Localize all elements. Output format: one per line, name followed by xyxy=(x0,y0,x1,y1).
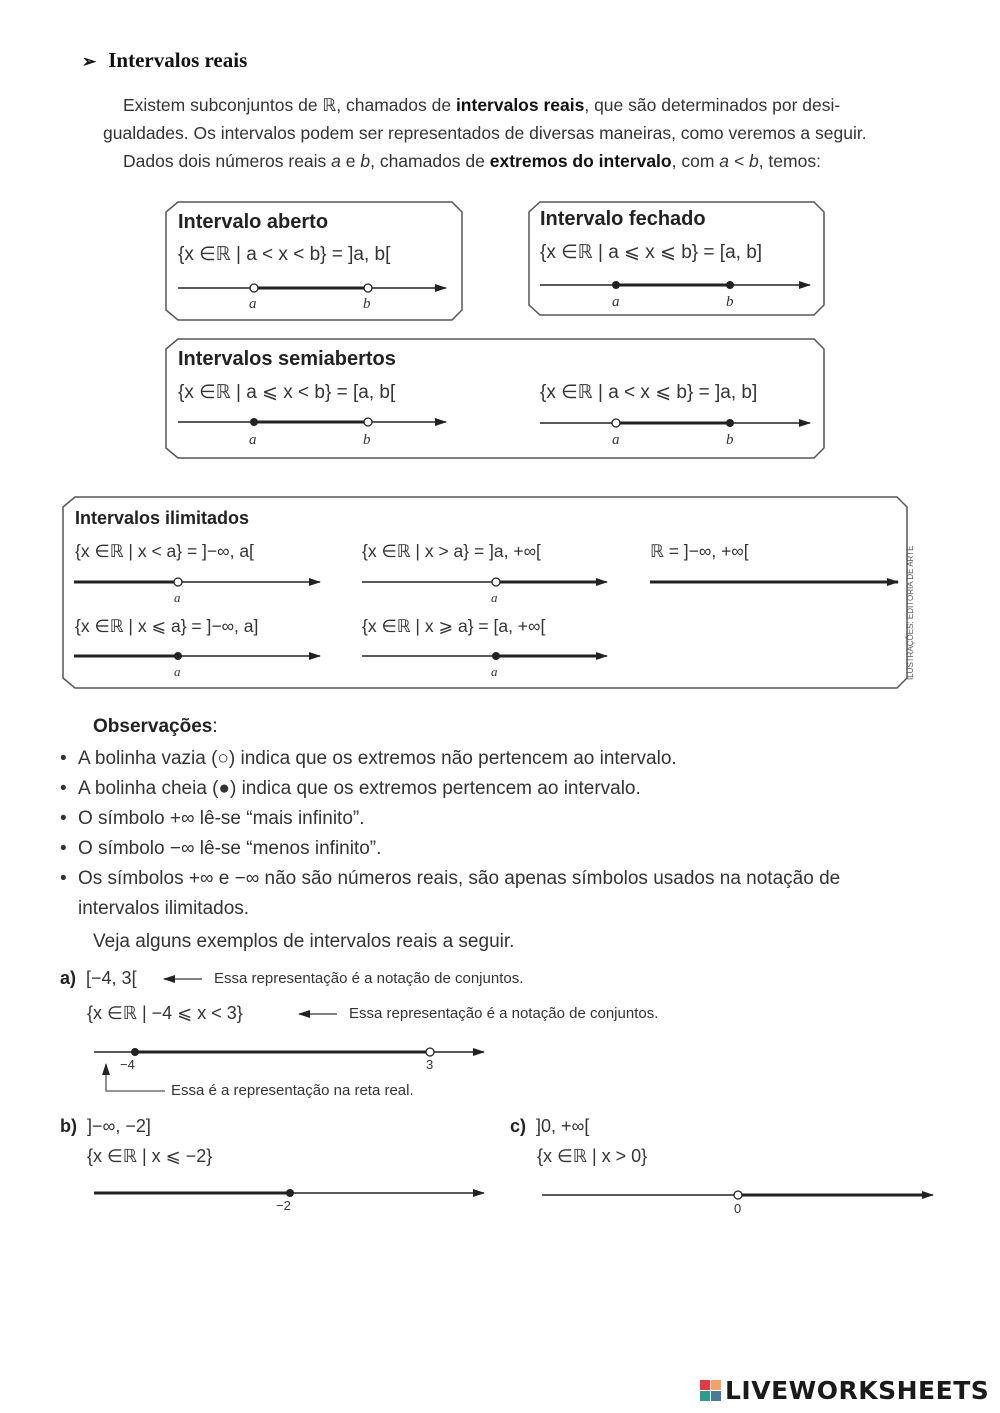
observacoes-colon: : xyxy=(212,716,218,737)
closed-dot xyxy=(726,281,734,289)
example-a-note-2: Essa representação é a notação de conjuntos. xyxy=(349,1005,659,1022)
tick-label: 0 xyxy=(734,1201,742,1216)
open-dot xyxy=(426,1048,434,1056)
open-dot xyxy=(250,284,258,292)
open-dot xyxy=(364,418,372,426)
intro-line-1 xyxy=(123,91,923,119)
open-dot xyxy=(492,578,500,586)
numberline-example-a xyxy=(94,1048,484,1056)
bullet-icon: • xyxy=(60,868,67,889)
example-a-set: {x ∈ℝ | −4 ⩽ x < 3} xyxy=(87,1003,243,1023)
intro-text: , com xyxy=(671,151,720,171)
illustration-credit: ILUSTRAÇÕES: EDITORIA DE ARTE xyxy=(906,545,915,680)
logo-square xyxy=(711,1380,721,1390)
label-b: b xyxy=(363,432,371,448)
intro-text: , que são determinados por desi- xyxy=(584,95,841,115)
intro-bold-term: intervalos reais xyxy=(455,95,585,115)
numberline-example-b xyxy=(94,1189,484,1197)
section-heading xyxy=(82,48,247,73)
example-b-set: {x ∈ℝ | x ⩽ −2} xyxy=(87,1146,213,1166)
open-dot xyxy=(612,419,620,427)
observacoes-title-text: Observações xyxy=(93,716,213,737)
closed-dot xyxy=(612,281,620,289)
label-a: a xyxy=(249,432,257,448)
intro-line-3 xyxy=(123,147,923,175)
numberline-fechado xyxy=(540,281,810,289)
example-a-note-3: Essa é a representação na reta real. xyxy=(171,1082,414,1099)
list-item-text: O símbolo −∞ lê-se “menos infinito”. xyxy=(78,838,382,859)
set-semiaberto-2: {x ∈ℝ | a < x ⩽ b} = ]a, b] xyxy=(540,382,758,403)
box-title-aberto: Intervalo aberto xyxy=(178,211,329,233)
set-fechado: {x ∈ℝ | a ⩽ x ⩽ b} = [a, b] xyxy=(540,242,763,263)
examples-intro: Veja alguns exemplos de intervalos reais a seguir. xyxy=(93,931,515,952)
example-a-pointer-arrows xyxy=(106,979,337,1091)
bullet-icon: • xyxy=(60,778,67,799)
label-a: a xyxy=(174,590,181,605)
numberline-ilimitado-2 xyxy=(362,578,607,586)
open-dot xyxy=(364,284,372,292)
intro-text: , temos: xyxy=(758,151,821,171)
set-semiaberto-1: {x ∈ℝ | a ⩽ x < b} = [a, b[ xyxy=(178,382,396,403)
list-item xyxy=(60,744,677,774)
numberline-semiaberto-1 xyxy=(178,418,446,426)
closed-dot xyxy=(286,1189,294,1197)
intro-line-2: gualdades. Os intervalos podem ser representados de diversas maneiras, como veremos a seguir. xyxy=(103,123,867,143)
tick-label: −4 xyxy=(120,1057,135,1072)
list-item-text: O símbolo +∞ lê-se “mais infinito”. xyxy=(78,808,365,829)
example-letter: c) xyxy=(510,1116,527,1136)
set-aberto: {x ∈ℝ | a < x < b} = ]a, b[ xyxy=(178,244,391,265)
label-a: a xyxy=(174,664,181,679)
logo-text: LIVEWORKSHEETS xyxy=(725,1376,990,1405)
intro-bold-term: extremos do intervalo xyxy=(489,151,672,171)
intro-var: a xyxy=(331,151,341,171)
intro-text: Dados dois números reais xyxy=(123,151,332,171)
observacoes-title xyxy=(93,716,218,738)
list-item xyxy=(60,804,365,834)
liveworksheets-logo[interactable] xyxy=(700,1376,989,1405)
tick-label: −2 xyxy=(276,1198,291,1213)
label-b: b xyxy=(726,294,734,310)
set-ilimitado-5: {x ∈ℝ | x ⩾ a} = [a, +∞[ xyxy=(362,616,546,636)
numberline-ilimitado-5 xyxy=(362,652,607,660)
bullet-icon: • xyxy=(60,838,67,859)
box-title-fechado: Intervalo fechado xyxy=(540,208,706,230)
label-b: b xyxy=(363,296,371,312)
logo-square xyxy=(700,1380,710,1390)
set-ilimitado-1: {x ∈ℝ | x < a} = ]−∞, a[ xyxy=(75,541,254,561)
numberline-ilimitado-1 xyxy=(74,578,320,586)
list-item-text: intervalos ilimitados. xyxy=(78,898,250,919)
list-item-text: A bolinha vazia (○) indica que os extremos não pertencem ao intervalo. xyxy=(78,748,677,769)
liveworksheets-logo-icon xyxy=(700,1380,722,1402)
numberline-semiaberto-2 xyxy=(540,419,810,427)
box-title-semiabertos: Intervalos semiabertos xyxy=(178,348,396,370)
intro-var: a < b xyxy=(719,151,759,171)
section-title: Intervalos reais xyxy=(108,48,248,72)
intro-text: e xyxy=(340,151,361,171)
example-interval-text: [−4, 3[ xyxy=(86,968,137,988)
list-item xyxy=(60,864,840,894)
open-dot xyxy=(174,578,182,586)
list-item xyxy=(60,774,641,804)
closed-dot xyxy=(174,652,182,660)
bullet-icon: • xyxy=(60,808,67,829)
logo-square xyxy=(711,1391,721,1401)
set-ilimitado-3: ℝ = ]−∞, +∞[ xyxy=(650,541,749,561)
bullet-icon: • xyxy=(60,748,67,769)
logo-square xyxy=(700,1391,710,1401)
example-a-interval xyxy=(60,968,137,989)
label-a: a xyxy=(491,664,498,679)
closed-dot xyxy=(250,418,258,426)
label-a: a xyxy=(612,294,620,310)
list-item xyxy=(60,834,381,864)
list-item-continuation xyxy=(60,894,249,924)
set-ilimitado-2: {x ∈ℝ | x > a} = ]a, +∞[ xyxy=(362,541,541,561)
label-a: a xyxy=(612,432,620,448)
label-a: a xyxy=(491,590,498,605)
example-c-set: {x ∈ℝ | x > 0} xyxy=(537,1146,648,1166)
tick-label: 3 xyxy=(426,1057,434,1072)
example-interval-text: ]−∞, −2] xyxy=(87,1116,151,1136)
list-item-text: A bolinha cheia (●) indica que os extremos pertencem ao intervalo. xyxy=(78,778,641,799)
list-item-text: Os símbolos +∞ e −∞ não são números reais, são apenas símbolos usados na notação de xyxy=(78,868,841,889)
set-ilimitado-4: {x ∈ℝ | x ⩽ a} = ]−∞, a] xyxy=(75,616,259,636)
numberline-aberto xyxy=(178,284,446,292)
example-letter: b) xyxy=(60,1116,77,1136)
box-title-ilimitados: Intervalos ilimitados xyxy=(75,508,250,528)
arrow-bullet-icon: ➢ xyxy=(82,52,97,71)
example-letter: a) xyxy=(60,968,77,988)
numberline-example-c xyxy=(542,1191,933,1199)
numberline-ilimitado-4 xyxy=(74,652,320,660)
example-a-note-1: Essa representação é a notação de conjuntos. xyxy=(214,970,524,987)
closed-dot xyxy=(726,419,734,427)
example-c-interval xyxy=(510,1116,589,1137)
example-b-interval xyxy=(60,1116,151,1137)
example-interval-text: ]0, +∞[ xyxy=(536,1116,590,1136)
label-b: b xyxy=(726,432,734,448)
closed-dot xyxy=(131,1048,139,1056)
label-a: a xyxy=(249,296,257,312)
open-dot xyxy=(734,1191,742,1199)
closed-dot xyxy=(492,652,500,660)
intro-text: , chamados de xyxy=(370,151,490,171)
intro-text: Existem subconjuntos de ℝ, chamados de xyxy=(123,95,456,115)
intro-var: b xyxy=(360,151,371,171)
